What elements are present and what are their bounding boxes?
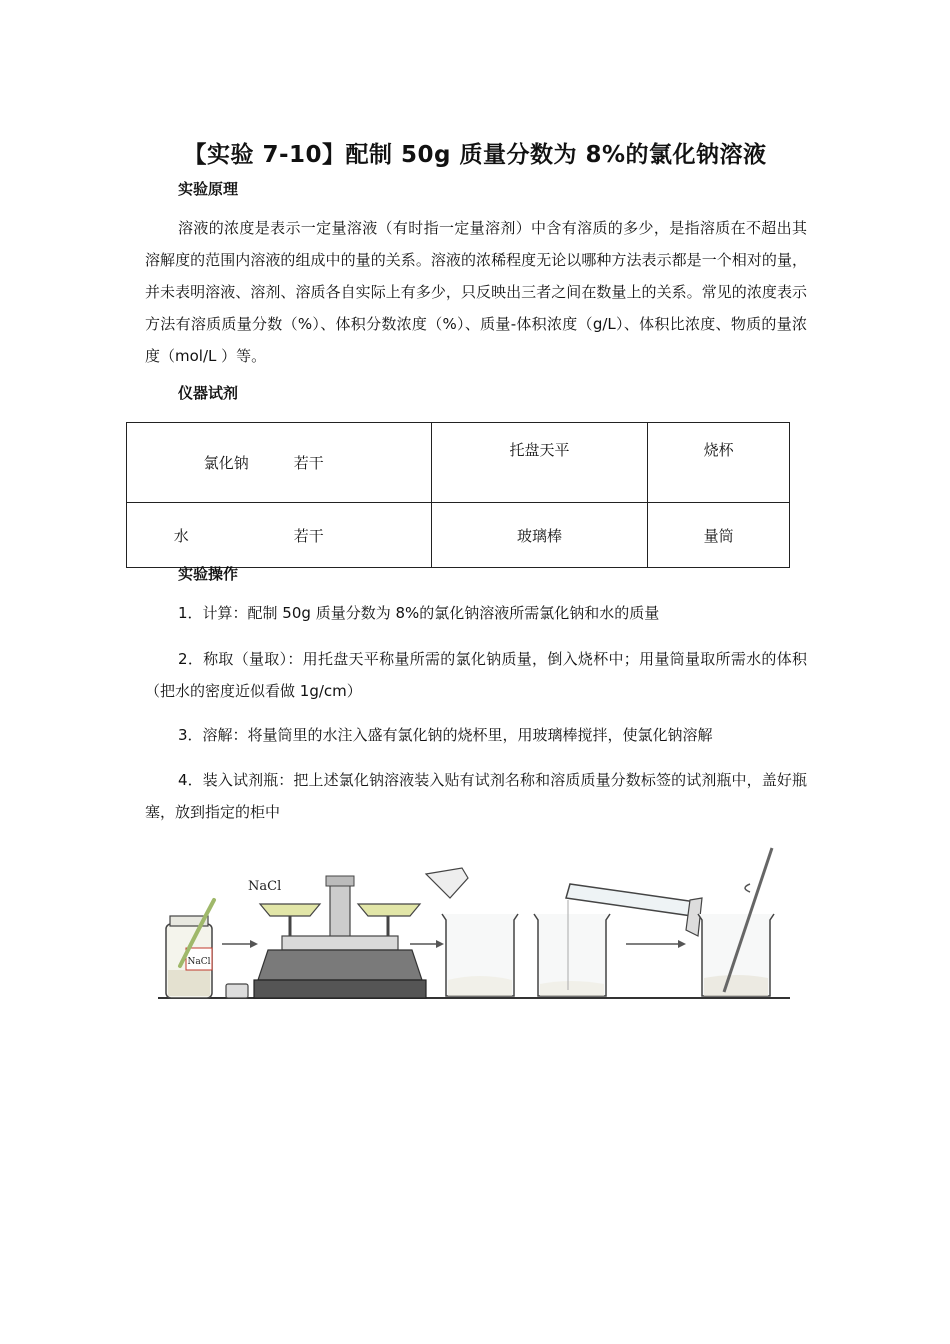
reagent-jar-icon [166,900,214,998]
equipment-cell: 托盘天平 [431,423,648,503]
reagent-cell [127,423,432,503]
equipment-cell: 烧杯 [648,423,790,503]
equipment-heading: 仪器试剂 [178,384,239,402]
page-title: 【实验 7-10】配制 50g 质量分数为 8%的氯化钠溶液 [183,142,767,168]
operation-step-2: 2．称取（量取）：用托盘天平称量所需的氯化钠质量，倒入烧杯中；用量筒量取所需水的体积（把水的密度近似看做 1g/cm） [145,650,807,700]
arrow-icon [410,940,444,948]
balance-icon [248,876,426,998]
operation-step-3: 3．溶解：将量筒里的水注入盛有氯化钠的烧杯里，用玻璃棒搅拌，使氯化钠溶解 [178,726,713,744]
weight-icon [226,984,248,998]
beaker-icon [426,868,518,996]
operation-step-4: 4．装入试剂瓶：把上述氯化钠溶液装入贴有试剂名称和溶质质量分数标签的试剂瓶中，盖好瓶塞，放到指定的柜中 [145,771,807,821]
jar-label: NaCl [187,957,211,967]
arrow-icon [626,940,686,948]
operation-heading: 实验操作 [178,565,239,583]
reagent-amount: 若干 [293,454,324,472]
table-row [127,423,790,503]
reagent-name: 氯化钠 [203,454,249,472]
reagent-amount: 若干 [293,526,324,545]
arrow-icon [222,940,258,948]
procedure-illustration [150,840,800,1010]
principle-paragraph: 溶液的浓度是表示一定量溶液（有时指一定量溶剂）中含有溶质的多少，是指溶质在不超出其溶解度的范围内溶液的组成中的量的关系。溶液的浓稀程度无论以哪种方法表示都是一个相对的量，并未表明溶液、溶剂、溶质各自实际上有多少，只反映出三者之间在数量上的关系。常见的浓度表示方法有溶质质量分数（%）、体积分数浓度（%）、质量-体积浓度（g/L）、体积比浓度、物质的量浓度（mol/L ）等。 [145,219,807,365]
balance-label: NaCl [248,879,282,894]
table-row [127,503,790,568]
beaker-icon [698,848,774,996]
operation-step-1: 1．计算：配制 50g 质量分数为 8%的氯化钠溶液所需氯化钠和水的质量 [178,604,660,622]
beaker-icon [534,900,610,996]
equipment-cell: 玻璃棒 [431,503,648,568]
weighing-paper-icon [426,868,468,898]
reagent-name: 水 [173,526,189,545]
reagent-cell [127,503,432,568]
equipment-cell: 量筒 [648,503,790,568]
equipment-table [126,422,790,568]
principle-heading: 实验原理 [178,180,239,198]
